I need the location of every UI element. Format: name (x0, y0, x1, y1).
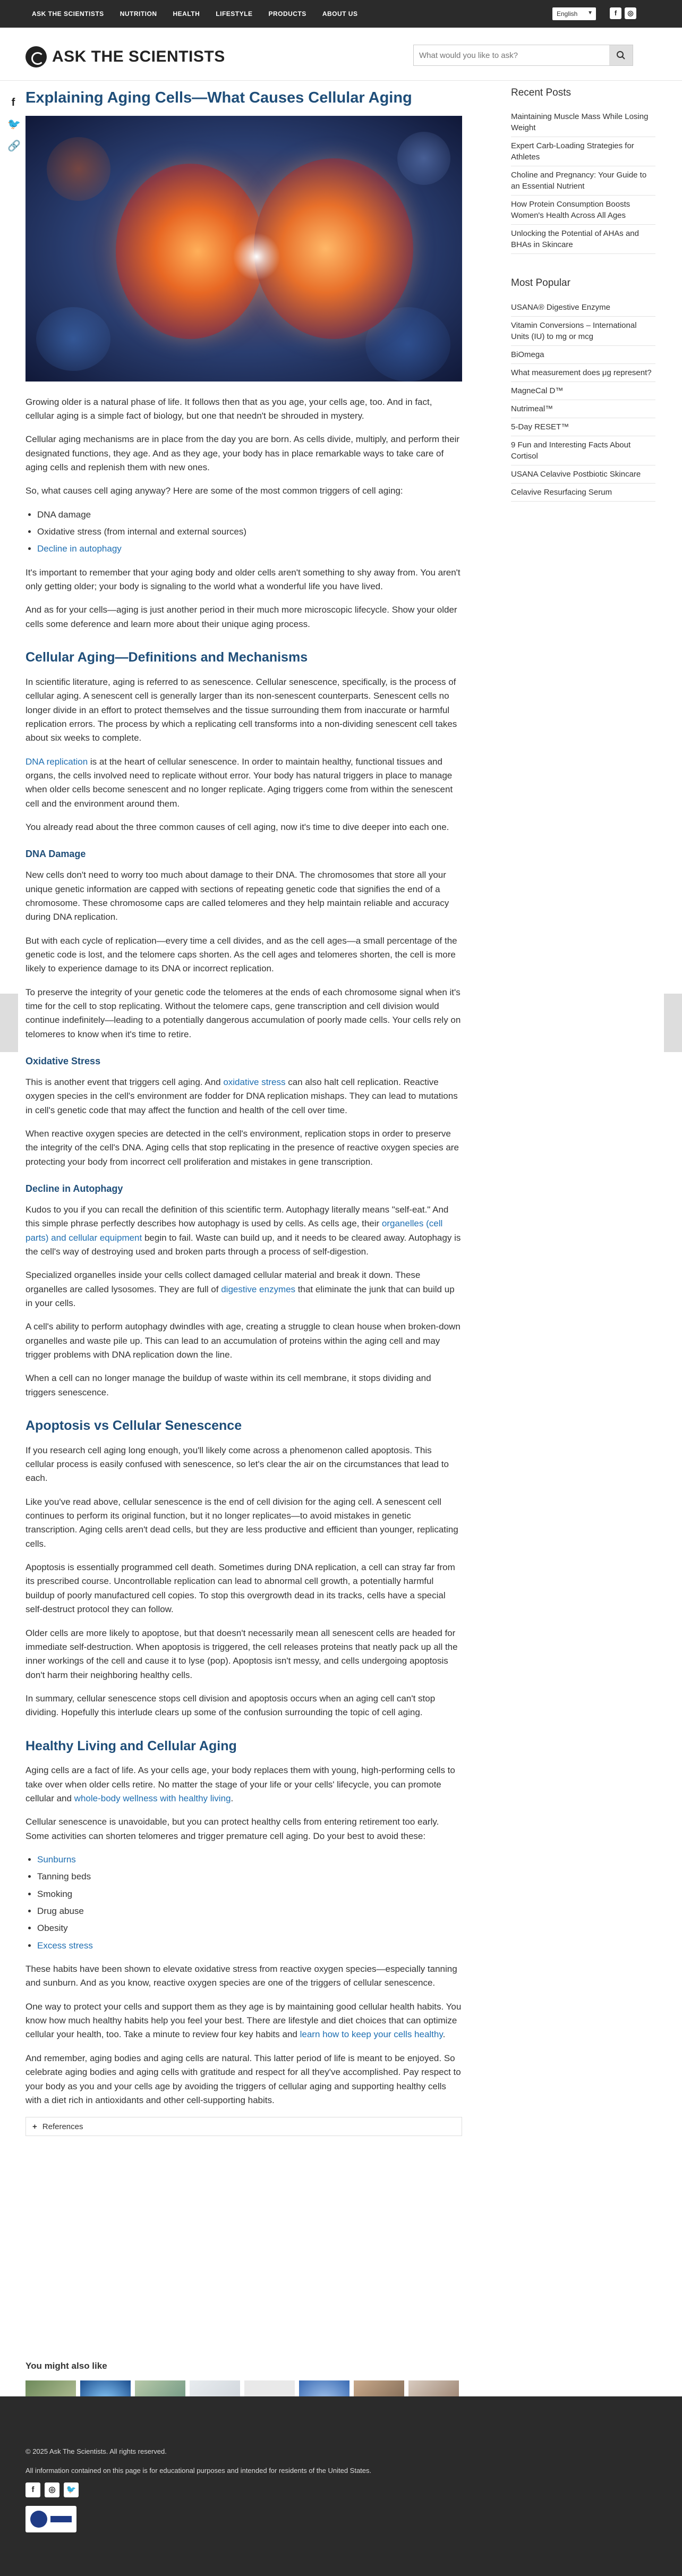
link-icon[interactable]: 🔗 (7, 140, 21, 152)
paragraph: Apoptosis is essentially programmed cell death. Sometimes during DNA replication, a cell can stray far from its prescribed course. Uncontrollable replication can lead to abnormal cell growth, a potentially harmful buildup of poorly manufactured cell copies. To stop this overgrowth dead in its tracks, cells have a special self-destruct protocol they can follow. (25, 1562, 455, 1615)
twitter-icon[interactable]: 🐦 (7, 118, 21, 130)
intro-paragraph: And as for your cells—aging is just another period in their much more microscopic lifecycle. Show your older cells some deference and learn more about their unique aging process. (25, 605, 457, 629)
top-nav-item[interactable]: HEALTH (173, 10, 200, 18)
top-social-links (610, 7, 636, 19)
organelles-link[interactable]: organelles (cell parts) and cellular equipment (25, 1218, 443, 1243)
references-label: References (42, 2122, 83, 2131)
most-popular-title: Most Popular (511, 277, 570, 289)
facebook-icon[interactable]: f (610, 7, 621, 19)
intro-paragraph: So, what causes cell aging anyway? Here are some of the most common triggers of cell aging: (25, 486, 403, 496)
paragraph: But with each cycle of replication—every time a cell divides, and as the cell ages—a small percentage of the genetic code is lost, and the telomere caps shorten. As the cell ages and telomeres shorten, the cell is more likely to experience damage to its DNA or incorrect replication. (25, 935, 457, 974)
instagram-icon[interactable]: ◎ (45, 2482, 59, 2497)
paragraph: Older cells are more likely to apoptose, but that doesn't necessarily mean all senescent cells are headed for immediate self-destruction. When apoptosis is triggered, the cell releases proteins that neatly pack up all the inner workings of the cell and cause it to lyse (pop). Apoptosis isn't messy, and cells undergoing apoptosis don't harm their neighboring healthy cells. (25, 1628, 458, 1680)
search-icon (616, 50, 626, 60)
hero-image-dividing-cells (25, 116, 462, 382)
sidebar-link[interactable]: How Protein Consumption Boosts Women's Health Across All Ages (511, 196, 655, 225)
paragraph: You already read about the three common causes of cell aging, now it's time to dive deeper into each one. (25, 822, 449, 832)
chevron-down-icon: ▼ (587, 10, 593, 16)
sidebar-link[interactable]: Choline and Pregnancy: Your Guide to an Essential Nutrient (511, 166, 655, 196)
footer-social-links (25, 2482, 79, 2497)
facebook-icon[interactable]: f (25, 2482, 40, 2497)
site-logo[interactable] (25, 45, 225, 70)
top-nav-item[interactable]: PRODUCTS (268, 10, 306, 18)
recent-posts-title: Recent Posts (511, 87, 571, 98)
top-navigation (0, 0, 682, 28)
avoid-item-link[interactable]: Sunburns (37, 1854, 76, 1865)
paragraph: New cells don't need to worry too much about damage to their DNA. The chromosomes that store all your unique genetic information are capped with sections of repeating genetic code that signifies the end of a chromosome. These chromosome caps are called telomeres and they help maintain reliable and accuracy during DNA replication. (25, 870, 449, 922)
logo-icon (25, 46, 47, 67)
disclaimer-text: All information contained on this page is for educational purposes and intended for residents of the United States. (25, 2467, 372, 2475)
avoid-list (37, 1853, 462, 1953)
autophagy-link[interactable]: Decline in autophagy (37, 544, 122, 554)
sidebar-link[interactable]: Vitamin Conversions – International Units (IU) to mg or mcg (511, 317, 655, 346)
sidebar (511, 85, 655, 502)
subsection-heading: Decline in Autophagy (25, 1183, 123, 1194)
top-nav-item[interactable]: ABOUT US (322, 10, 358, 18)
list-item: • Tanning beds (37, 1870, 462, 1884)
top-nav-item[interactable]: LIFESTYLE (216, 10, 253, 18)
search-button[interactable] (609, 45, 633, 65)
most-popular-list (511, 299, 655, 502)
paragraph: Kudos to you if you can recall the definition of this scientific term. Autophagy literally means "self-eat." And this simple phrase perfectly describes how autophagy is used by cells. As cells age, their organelles (cell parts) and cellular equipment begin to fail. Waste can build up, and it needs to be cleared away. Autophagy is the cell's way of destroying used and broken parts through a process of self-digestion. (25, 1204, 461, 1257)
digestive-enzymes-link[interactable]: digestive enzymes (221, 1284, 296, 1294)
paragraph: Like you've read above, cellular senescence is the end of cell division for the aging cell. A senescent cell continues to perform its original function, but it no longer replicates—to avoid mistakes in genetic transcription. Aging cells aren't dead cells, but they are less productive and efficient than younger, replicating cells. (25, 1496, 458, 1549)
sidebar-link[interactable]: BiOmega (511, 346, 655, 364)
recent-posts-list (511, 108, 655, 254)
paragraph: To preserve the integrity of your genetic code the telomeres at the ends of each chromosome signal when it's time for the cell to stop replicating. Without the telomere caps, gene transcription and cell division would continue indefinitely—leading to a potentially dangerous accumulation of poorly made cells. Your cells rely on telomeres to know when it's time to retire. (25, 987, 461, 1039)
list-item: • DNA damage (37, 508, 462, 522)
subsection-heading: DNA Damage (25, 849, 86, 860)
paragraph: In summary, cellular senescence stops cell division and apoptosis occurs when an aging cell can't stop dividing. Hopefully this interlude clears up some of the confusion surrounding the topic of cell aging. (25, 1693, 436, 1718)
section-heading: Cellular Aging—Definitions and Mechanisms (25, 650, 308, 665)
site-footer (0, 2396, 682, 2576)
sidebar-link[interactable]: Nutrimeal™ (511, 400, 655, 418)
intro-paragraph: Cellular aging mechanisms are in place from the day you are born. As cells divide, multiply, and perform their designated functions, they age. And as they age, your body has in place remarkable ways to take care of aging cells and replenish them with new ones. (25, 434, 460, 473)
search-box (413, 45, 633, 66)
subsection-heading: Oxidative Stress (25, 1056, 101, 1067)
sidebar-link[interactable]: MagneCal D™ (511, 382, 655, 400)
accreditation-badge (25, 2506, 76, 2532)
list-item: • Oxidative stress (from internal and external sources) (37, 525, 462, 539)
instagram-icon[interactable]: ◎ (625, 7, 636, 19)
sidebar-link[interactable]: Celavive Resurfacing Serum (511, 484, 655, 502)
intro-paragraph: Growing older is a natural phase of life. It follows then that as you age, your cells age, too. And in fact, cellular aging is a simple fact of biology, but one that needn't be shrouded in mystery. (25, 396, 432, 421)
list-item: • Smoking (37, 1887, 462, 1901)
paragraph: This is another event that triggers cell aging. And oxidative stress can also halt cell replication. Reactive oxygen species in the cell's environment are fodder for DNA replication mishaps. They can lead to mutations in cell's genetic code that may affect the function and health of the cell over time. (25, 1077, 458, 1115)
sidebar-link[interactable]: 9 Fun and Interesting Facts About Cortisol (511, 436, 655, 465)
article-title: Explaining Aging Cells—What Causes Cellular Aging (25, 89, 412, 106)
list-item: • Obesity (37, 1921, 462, 1935)
paragraph: These habits have been shown to elevate oxidative stress from reactive oxygen species—especially tanning and sunburn. And as you know, reactive oxygen species are one of the triggers of cellular senescence. (25, 1964, 457, 1988)
logo-text: ASK THE SCIENTISTS (52, 48, 225, 65)
paragraph: DNA replication is at the heart of cellular senescence. In order to maintain healthy, functional tissues and organs, the cells involved need to replicate without error. Your body has natural triggers in place to manage when older cells become senescent and no longer replicate. Aging triggers come from within the senescent cell and the environment around them. (25, 756, 453, 809)
healthy-living-link[interactable]: whole-body wellness with healthy living (74, 1793, 231, 1804)
paragraph: And remember, aging bodies and aging cells are natural. This latter period of life is meant to be enjoyed. So celebrate aging bodies and aging cells with gratitude and respect for all they've accomplished. Pay respect to your body as you and your cells age by avoiding the triggers of cellular aging and supporting healthy cells with a diet rich in antioxidants and other cell-supporting habits. (25, 2053, 461, 2105)
related-title: You might also like (25, 2361, 107, 2371)
share-bar (7, 95, 19, 155)
sidebar-link[interactable]: Maintaining Muscle Mass While Losing Weight (511, 108, 655, 137)
prev-article-tab[interactable] (0, 994, 18, 1052)
paragraph: Cellular senescence is unavoidable, but you can protect healthy cells from entering retirement too early. Some activities can shorten telomeres and trigger premature cell aging. Do your best to avoid these: (25, 1817, 439, 1841)
paragraph: Specialized organelles inside your cells collect damaged cellular material and break it down. These organelles are called lysosomes. They are full of digestive enzymes that eliminate the junk that can build up in your cells. (25, 1270, 455, 1308)
plus-icon: + (32, 2122, 37, 2131)
top-nav-items (32, 0, 357, 28)
list-item (37, 542, 462, 556)
dna-replication-link[interactable]: DNA replication (25, 756, 88, 767)
paragraph: One way to protect your cells and support them as they age is by maintaining good cellular health habits. You know how much healthy habits help you feel your best. There are lifestyle and diet choices that can optimize cellular your health, too. Take a minute to review four key habits and learn how to keep your cells healthy. (25, 2001, 462, 2040)
cell-health-link[interactable]: learn how to keep your cells healthy (300, 2029, 443, 2040)
next-article-tab[interactable] (664, 994, 682, 1052)
article (25, 85, 462, 2136)
paragraph: Aging cells are a fact of life. As your cells age, your body replaces them with young, high-performing cells to take over when older cells retire. No matter the stage of your life or your cells' lifecycle, you can promote cellular and whole-body wellness with healthy living. (25, 1765, 455, 1804)
language-select-value: English (557, 10, 578, 18)
triggers-list (37, 508, 462, 556)
sidebar-link[interactable]: Unlocking the Potential of AHAs and BHAs in Skincare (511, 225, 655, 254)
site-header (0, 28, 682, 81)
language-select[interactable] (552, 7, 596, 20)
top-nav-item[interactable]: ASK THE SCIENTISTS (32, 10, 104, 18)
top-nav-item[interactable]: NUTRITION (120, 10, 157, 18)
copyright-text: © 2025 Ask The Scientists. All rights reserved. (25, 2447, 167, 2455)
intro-paragraph: It's important to remember that your aging body and older cells aren't something to shy away from. You aren't only getting older; your body is signaling to the world what a wonderful life you have lived. (25, 567, 461, 592)
references-toggle[interactable] (25, 2117, 462, 2136)
paragraph: When reactive oxygen species are detected in the cell's environment, replication stops in order to preserve the integrity of the cell's DNA. Aging cells that stop replicating in the presence of reactive oxygen species are protecting your body from incorrect cell proliferation and mistakes in gene transcription. (25, 1128, 459, 1167)
paragraph: A cell's ability to perform autophagy dwindles with age, creating a struggle to clean house when broken-down organelles and waste pile up. This can lead to an accumulation of proteins within the aging cell and may trigger problems with DNA replication down the line. (25, 1321, 461, 1360)
section-heading: Healthy Living and Cellular Aging (25, 1738, 237, 1753)
sidebar-link[interactable]: Expert Carb-Loading Strategies for Athletes (511, 137, 655, 166)
sidebar-link[interactable]: USANA Celavive Postbiotic Skincare (511, 465, 655, 484)
list-item (37, 1939, 462, 1953)
twitter-icon[interactable]: 🐦 (64, 2482, 79, 2497)
avoid-item-link[interactable]: Excess stress (37, 1940, 93, 1951)
paragraph: If you research cell aging long enough, you'll likely come across a phenomenon called apoptosis. This cellular process is easily confused with senescence, so let's clear the air on the circumstances that lead to each. (25, 1445, 449, 1484)
list-item (37, 1853, 462, 1867)
paragraph: When a cell can no longer manage the buildup of waste within its cell membrane, it stops dividing and triggers senescence. (25, 1373, 431, 1397)
section-heading: Apoptosis vs Cellular Senescence (25, 1418, 242, 1433)
list-item: • Drug abuse (37, 1904, 462, 1918)
sidebar-link[interactable]: What measurement does μg represent? (511, 364, 655, 382)
facebook-icon[interactable]: f (11, 97, 15, 108)
search-input[interactable] (414, 45, 605, 65)
sidebar-link[interactable]: 5-Day RESET™ (511, 418, 655, 436)
sidebar-link[interactable]: USANA® Digestive Enzyme (511, 299, 655, 317)
oxidative-stress-link[interactable]: oxidative stress (223, 1077, 286, 1087)
paragraph: In scientific literature, aging is referred to as senescence. Cellular senescence, specifically, is the process of cellular aging. A senescent cell is generally larger than its non-senescent counterparts. Senescent cells no longer divide in an effort to protect themselves and the tissue surrounding them from inaccurate or harmful replication errors. The process by which a replicating cell transforms into a non-dividing senescent cell takes about six weeks to complete. (25, 676, 457, 743)
